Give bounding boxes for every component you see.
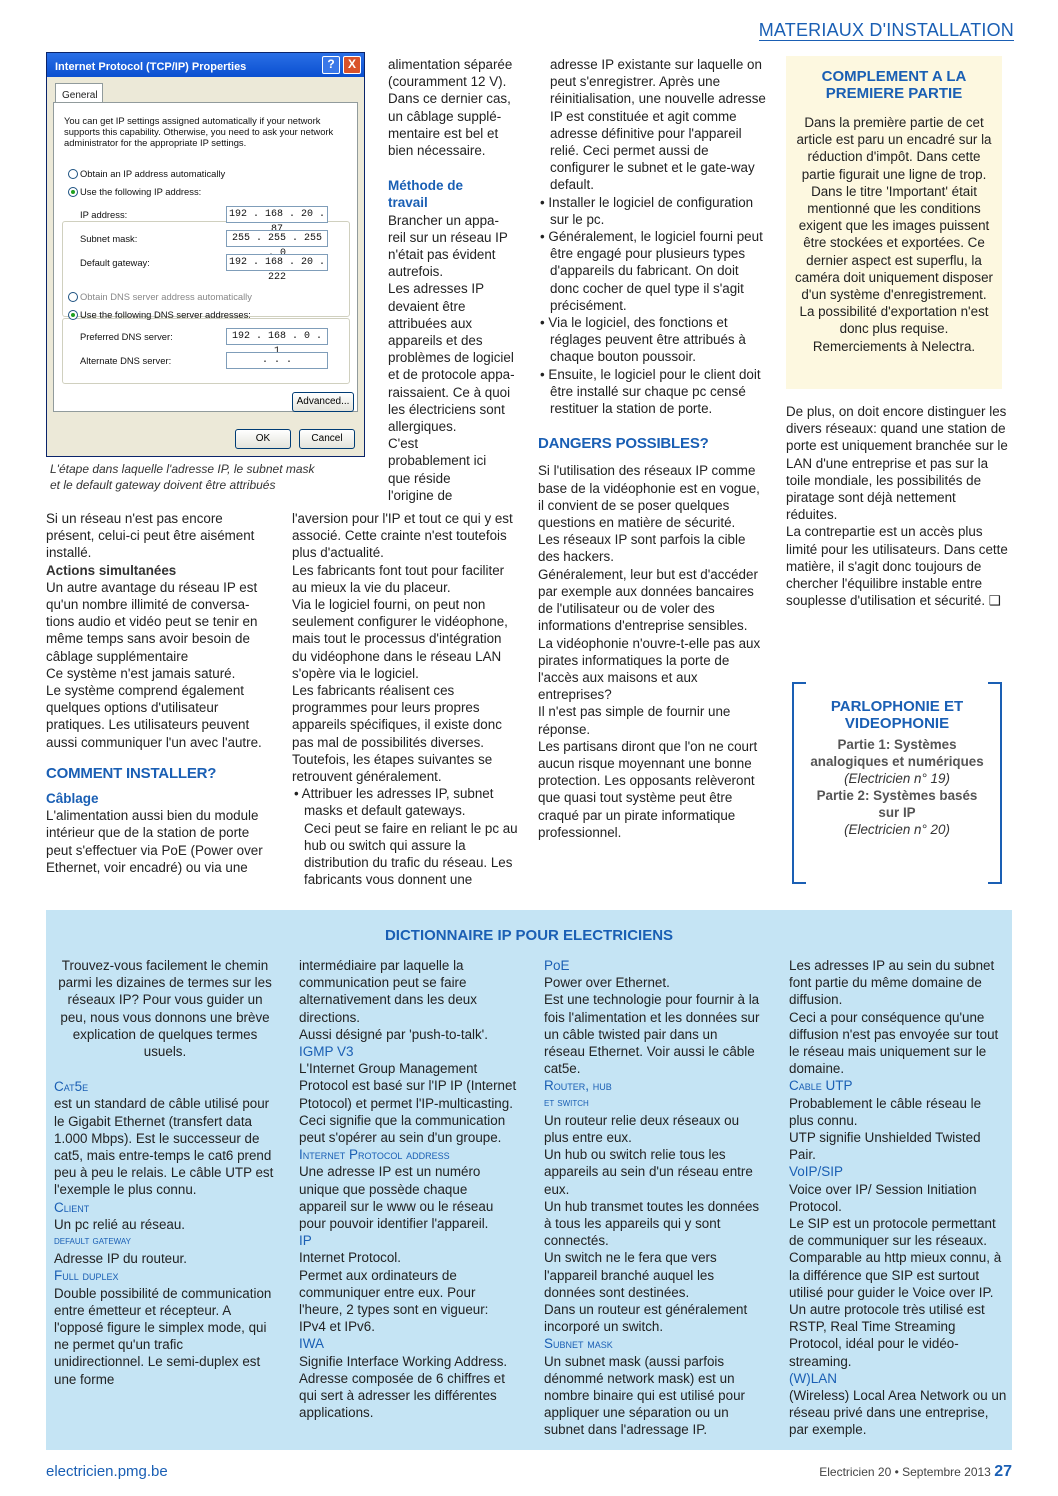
footer-issue: [819, 1463, 1012, 1481]
dialog-panel: [53, 102, 358, 412]
paragraph: Ce système n'est jamais saturé.: [46, 665, 236, 681]
definition: Un hub transmet toutes les données à tous les appareils qui y sont connectés.: [544, 1198, 760, 1249]
paragraph: Le système comprend également quelques options d'utilisateur pratiques. Les utilisateurs peuvent aussi communiquer l'un avec l'autre.: [46, 683, 262, 750]
footer-site-link[interactable]: electricien.pmg.be: [46, 1463, 168, 1480]
paragraph: Si un réseau n'est pas encore présent, celui-ci peut être aisément installé.: [46, 511, 255, 561]
term-iwa: IWA: [299, 1336, 324, 1352]
paragraph: l'aversion pour l'IP et tout ce qui y est associé. Cette crainte n'est toutefois plus d'actualité.: [292, 511, 513, 561]
help-icon: ?: [322, 56, 340, 74]
paragraph: La vidéophonie n'ouvre-t-elle pas aux pirates informatiques la porte de l'accès aux maisons et aux entreprises?: [538, 635, 761, 703]
paragraph: C'est probablement ici que réside l'origine de: [388, 436, 487, 503]
term-client: Client: [54, 1199, 90, 1215]
paragraph: Les réseaux IP sont parfois la cible des hackers.: [538, 532, 746, 565]
radio-auto-ip: [68, 169, 78, 179]
gateway-field: 192 . 168 . 20 . 222: [226, 254, 328, 271]
term-poe: PoE: [544, 958, 570, 973]
definition: est un standard de câble utilisé pour le Gigabit Ethernet (transfert data 1.000 Mbps). Est le successeur de cat5, mais entre-temps le cat6 prend peu à peu le relais. Le câble UTP est l'exemple le plus connu.: [54, 1096, 274, 1198]
column-2-upper: [388, 56, 516, 504]
bracket-left: [792, 682, 806, 884]
paragraph: La contrepartie est un accès plus limité pour les utilisateurs. Dans cette matière, il s'agit donc toujours de chercher l'équilibre instable entre souplesse d'utilisation et sécurité. ❑: [786, 524, 1008, 609]
term-ip: IP: [299, 1233, 312, 1249]
definition: (Wireless) Local Area Network ou un réseau privé dans une entreprise, par exemple.: [789, 1388, 1007, 1438]
advanced-button: Advanced...: [292, 392, 354, 412]
definition: Dans un routeur est généralement incorporé un switch.: [544, 1302, 748, 1335]
dictionary-column-3: [544, 957, 762, 1439]
paragraph: Si l'utilisation des réseaux IP comme base de la vidéophonie est en vogue, il convient de se poser quelques questions en matière de sécurité.: [538, 463, 760, 531]
gateway-label: Default gateway:: [80, 257, 150, 268]
paragraph: Les partisans diront que l'on ne court aucun risque moyennant une bonne protection. Les opposants relèveront que quasi tout système peut être craqué par un pirate informatique professionnel.: [538, 738, 758, 840]
definition: Double possibilité de communication entre émetteur et récepteur. A l'opposé figure le simplex mode, qui ne permet qu'un trafic unidirectionnel. Le semi-duplex est une forme: [54, 1285, 272, 1387]
definition: Un hub ou switch relie tous les appareils au sein d'un réseau entre eux.: [544, 1147, 753, 1197]
complement-body: Dans la première partie de cet article est paru un encadré sur la réduction d'impôt. Dans cette partie figurait une ligne de trop. Dans le titre 'Important' était mentionné que les conditions exigent que les images puissent être stockées et exportées. Ce dernier aspect est superflu, la caméra doit uniquement disposer d'un système d'enregistrement. La possibilité d'exportation n'est donc plus requise. Remerciements à Nelectra.: [795, 115, 993, 354]
dictionary-title: DICTIONNAIRE IP POUR ELECTRICIENS: [384, 927, 674, 944]
bullet-item: • Attribuer les adresses IP, subnet masks et default gateways.: [294, 786, 494, 819]
dialog-title: Internet Protocol (TCP/IP) Properties: [55, 61, 247, 73]
dictionary-column-1: [54, 957, 276, 1388]
term-cable-utp: Cable UTP: [789, 1078, 853, 1094]
definition: Ceci a pour conséquence qu'une diffusion n'est pas envoyée sur tout le réseau mais uniquement sur le domaine.: [789, 1009, 999, 1077]
definition: Un pc relié au réseau.: [54, 1216, 186, 1232]
definition: Les adresses IP au sein du subnet font partie du même domaine de diffusion.: [789, 958, 995, 1008]
dictionary-column-2: [299, 957, 517, 1421]
definition: Est une technologie pour fournir à la fois l'alimentation et les données sur un câble twisted pair dans un réseau Ethernet. Voir aussi le câble cat5e.: [544, 992, 760, 1077]
term-voip: VoIP/SIP: [789, 1164, 844, 1180]
definition: intermédiaire par laquelle la communication peut se faire alternativement dans les deux directions.: [299, 958, 477, 1025]
mask-field: 255 . 255 . 255: [226, 230, 328, 247]
bracket-right: [988, 682, 1002, 884]
term-router: Router, hub: [544, 1078, 612, 1094]
series-ref-1: (Electricien n° 19): [844, 771, 950, 786]
cancel-button: Cancel: [299, 429, 355, 449]
term-router-2: et switch: [544, 1096, 589, 1109]
paragraph: Les fabricants réalisent ces programmes pour leurs propres appareils spécifiques, il existe donc pas mal de possibilités diverses. Toutefois, les étapes suivantes se retrouvent généralement.: [292, 683, 502, 785]
preferred-dns-field: 192 . 168 . 0 .: [226, 328, 328, 345]
paragraph: Les fabricants font tout pour faciliter au mieux la vie du placeur.: [292, 562, 505, 595]
column-2-lower: [292, 510, 520, 888]
bullet-item: • Installer le logiciel de configuration sur le pc.: [540, 194, 754, 227]
definition: Une adresse IP est un numéro unique que possède chaque appareil sur le www ou le réseau pour pouvoir identifier l'appareil.: [299, 1164, 494, 1232]
page-number: 27: [994, 1463, 1012, 1480]
paragraph: Les adresses IP devaient être attribuées aux appareils et des problèmes de logiciel et de protocole appa-raissaient. Ce à quoi les électriciens sont allergiques.: [388, 281, 515, 435]
section-title: MATERIAUX D'INSTALLATION: [758, 20, 1014, 40]
paragraph: Il n'est pas simple de fournir une réponse.: [538, 704, 731, 737]
paragraph: Généralement, leur but est d'accéder par exemple aux données bancaires de l'utilisateur ou de voler des informations d'entreprise sensibles.: [538, 566, 758, 634]
definition: Probablement le câble réseau le plus connu.: [789, 1095, 982, 1128]
paragraph: Ceci peut se faire en reliant le pc au hub ou switch qui assure la distribution du trafic du réseau. Les fabricants vous donnent une: [304, 820, 518, 888]
definition: Internet Protocol.: [299, 1250, 401, 1266]
bullet-item: • Généralement, le logiciel fourni peut être engagé pour plusieurs types d'appareils du fabricant. On doit donc cocher de quel type il s'agit précisément.: [540, 229, 763, 313]
definition: Un subnet mask (aussi parfois dénommé network mask) est un nombre binaire qui est utilisé pour appliquer une séparation ou un subnet dans l'adressage IP.: [544, 1353, 745, 1438]
dialog-titlebar: [47, 53, 364, 77]
dictionary-box: [46, 910, 1012, 1450]
radio-manual-ip-label: Use the following IP address:: [80, 186, 202, 197]
heading-dangers: DANGERS POSSIBLES?: [538, 435, 709, 453]
definition: Voice over IP/ Session Initiation Protocol.: [789, 1181, 977, 1214]
radio-auto-ip-label: Obtain an IP address automatically: [80, 168, 226, 179]
definition: L'Internet Group Management Protocol est basé sur l'IP IP (Internet Ptotocol) et permet l'IP-multicasting. Ceci signifie que la communication peut s'opérer au sein d'un groupe.: [299, 1061, 517, 1146]
dictionary-column-4: [789, 957, 1007, 1439]
column-4: [786, 403, 1008, 609]
term-subnet-mask: Subnet mask: [544, 1336, 613, 1352]
complement-box: [786, 56, 1002, 389]
column-1: [46, 510, 274, 876]
paragraph: Brancher un appa-reil sur un réseau IP n'était pas évident autrefois.: [388, 212, 508, 280]
paragraph: alimentation séparée (couramment 12 V). Dans ce dernier cas, un câblage supplé-mentaire est bel et bien nécessaire.: [388, 57, 513, 159]
subheading-cablage: Câblage: [46, 791, 99, 807]
dictionary-intro: Trouvez-vous facilement le chemin parmi les dizaines de termes sur les réseaux IP? Pour vous guider un peu, nous vous donnons une brève explication de quelques termes usuels.: [58, 958, 272, 1060]
radio-auto-dns-label: Obtain DNS server address automatically: [80, 291, 252, 302]
ok-button: OK: [235, 429, 291, 449]
series-part-2: Partie 2: Systèmes basés sur IP: [816, 788, 978, 820]
radio-manual-ip: [68, 187, 78, 197]
issue-label: Electricien 20 • Septembre 2013: [819, 1465, 991, 1479]
radio-manual-dns: [68, 310, 78, 320]
tcpip-dialog-image: [46, 52, 365, 457]
subheading-methode: Méthode de travail: [388, 178, 464, 211]
definition: Adresse IP du routeur.: [54, 1251, 187, 1267]
definition: Un routeur relie deux réseaux ou plus entre eux.: [544, 1112, 740, 1146]
bullet-item: • Ensuite, le logiciel pour le client doit être installé sur chaque pc censé restituer la station de porte.: [540, 366, 761, 417]
ip-label: IP address:: [80, 209, 128, 220]
term-wlan: (W)LAN: [789, 1370, 837, 1386]
term-default-gateway: default gateway: [54, 1235, 131, 1248]
radio-auto-dns: [68, 292, 78, 302]
series-ref-2: (Electricien n° 20): [844, 822, 950, 837]
radio-manual-dns-label: Use the following DNS server addresses:: [80, 309, 251, 320]
term-igmp: IGMP V3: [299, 1044, 354, 1060]
definition: Le SIP est un protocole permettant de communiquer sur les réseaux. Comparable au http mieux connu, à la différence que SIP est surtout utilisé pour guider le Voice over IP. Un autre protocole très utilisé est RSTP, Real Time Streaming Protocol, idéal pour le vidéo-streaming.: [789, 1216, 1002, 1369]
term-ip-address: Internet Protocol address: [299, 1147, 450, 1163]
paragraph: Via le logiciel fourni, on peut non seulement configurer le vidéophone, mais tout le processus d'intégration du vidéophone dans le réseau LAN s'opère via le logiciel.: [292, 597, 508, 681]
image-caption: L'étape dans laquelle l'adresse IP, le subnet mask et le default gateway doivent être attribués: [50, 462, 315, 492]
close-icon: X: [343, 56, 361, 74]
ip-field: 192 . 168 . 20 .: [226, 206, 328, 223]
mask-label: Subnet mask:: [80, 233, 138, 244]
series-content: [810, 698, 984, 838]
column-3: [538, 56, 768, 841]
definition: Un switch ne le fera que vers l'appareil branché auquel les données sont destinées.: [544, 1250, 717, 1300]
definition: Signifie Interface Working Address. Adresse composée de 6 chiffres et qui sert à adresser les différentes applications.: [299, 1353, 508, 1421]
series-title: PARLOPHONIE ET VIDEOPHONIE: [830, 698, 964, 732]
paragraph: De plus, on doit encore distinguer les divers réseaux: quand une station de porte est uniquement branchée sur le LAN d'une entreprise et pas sur la toile mondiale, les possibilités de piratage sont déjà nettement réduites.: [786, 404, 1008, 523]
definition: UTP signifie Unshielded Twisted Pair.: [789, 1130, 981, 1163]
complement-title: COMPLEMENT A LA PREMIERE PARTIE: [821, 68, 967, 102]
dialog-intro: You can get IP settings assigned automatically if your network supports this capability. Otherwise, you need to ask your network administrator for the appropriate IP settings.: [64, 115, 334, 149]
term-cat5e: Cat5e: [54, 1079, 89, 1095]
definition: Power over Ethernet.: [544, 975, 670, 991]
series-part-1: Partie 1: Systèmes analogiques et numériques: [810, 737, 984, 769]
subheading-actions: Actions simultanées: [46, 562, 177, 578]
heading-comment-installer: COMMENT INSTALLER?: [46, 764, 217, 782]
paragraph: L'alimentation aussi bien du module intérieur que de la station de porte peut s'effectuer via PoE (Power over Ethernet, voir encadré) ou via une: [46, 808, 263, 875]
definition: Permet aux ordinateurs de communiquer entre eux. Pour l'heure, 2 types sont en vigueur: IPv4 et IPv6.: [299, 1267, 489, 1335]
paragraph: Un autre avantage du réseau IP est qu'un nombre illimité de conversa-tions audio et vidéo peut se tenir en même temps sans avoir besoin de câblage supplémentaire: [46, 579, 258, 664]
term-full-duplex: Full duplex: [54, 1268, 119, 1284]
alternate-dns-field: . . .: [226, 352, 328, 369]
alternate-dns-label: Alternate DNS server:: [80, 355, 172, 366]
paragraph: adresse IP existante sur laquelle on peut s'enregistrer. Après une réinitialisation, une nouvelle adresse IP est constituée et agit comme adresse définitive pour l'appareil relié. Ceci permet aussi de configurer le subnet et le gate-way default.: [550, 57, 766, 193]
definition: Aussi désigné par 'push-to-talk'.: [299, 1026, 488, 1042]
series-box: [792, 682, 1002, 884]
preferred-dns-label: Preferred DNS server:: [80, 331, 173, 342]
bullet-item: • Via le logiciel, des fonctions et réglages peuvent être attribués à chaque bouton poussoir.: [540, 315, 746, 365]
tab-general: General: [55, 83, 103, 103]
